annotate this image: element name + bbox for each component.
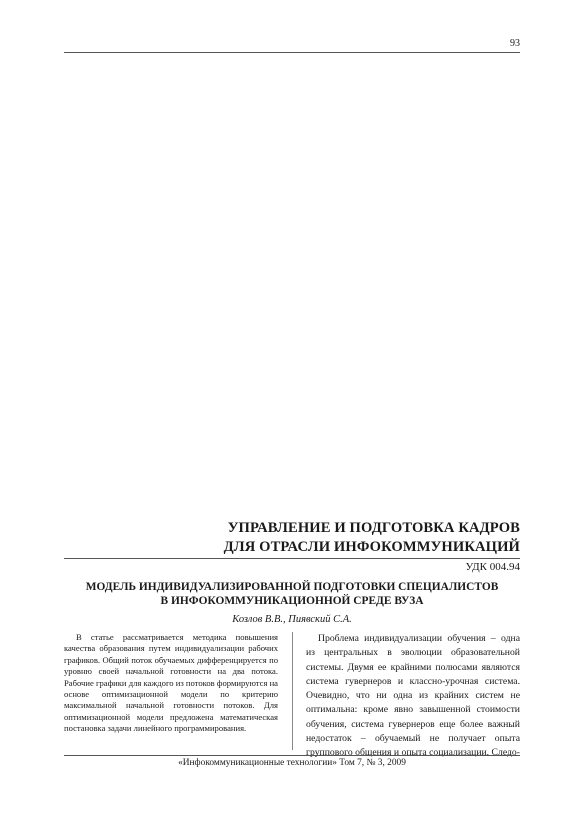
body-text xyxy=(306,632,520,761)
authors: Козлов В.В., Пиявский С.А. xyxy=(232,614,352,625)
udk-code: УДК 004.94 xyxy=(465,561,520,573)
abstract xyxy=(64,632,278,735)
abstract-text: В статье рассматривается методика повышения качества образования путем индивидуализации рабочих графиков. Общий поток обучаемых дифференцируется по уровню своей начальной готовности на два потока. Рабочие графики для каждого из потоков формируются на основе оптимизационной модели по критерию максимальной начальной готовности потоков. Для оптимизационной модели предложена математическая постановка задачи линейного программирования. xyxy=(64,632,278,734)
footer-rule xyxy=(64,755,520,756)
body-paragraph: Проблема индивидуализации обучения – одна из центральных в эволюции образовательной системы. Двумя ее крайними полюсами являются система гувернеров и классно-урочная система. Очевидно, что ни одна из крайних систем не оптимальна: кроме явно завышенной стоимости обучения, система гувернеров еще более важный недостаток – обучаемый не получает опыта группового общения и опыта социализации. Следо- xyxy=(306,633,520,759)
page-number: 93 xyxy=(510,38,520,49)
journal-footer: «Инфокоммуникационные технологии» Том 7, № 3, 2009 xyxy=(178,758,406,768)
article-title xyxy=(64,580,520,608)
section-heading xyxy=(64,519,520,557)
article-title-line-2: В ИНФОКОММУНИКАЦИОННОЙ СРЕДЕ ВУЗА xyxy=(160,595,424,607)
section-rule xyxy=(64,558,520,559)
section-heading-line-2: ДЛЯ ОТРАСЛИ ИНФОКОММУНИКАЦИЙ xyxy=(223,539,520,555)
column-divider xyxy=(292,632,293,750)
article-title-line-1: МОДЕЛЬ ИНДИВИДУАЛИЗИРОВАННОЙ ПОДГОТОВКИ СПЕЦИАЛИСТОВ xyxy=(85,581,499,593)
top-rule xyxy=(64,52,520,53)
section-heading-line-1: УПРАВЛЕНИЕ И ПОДГОТОВКА КАДРОВ xyxy=(227,520,520,536)
